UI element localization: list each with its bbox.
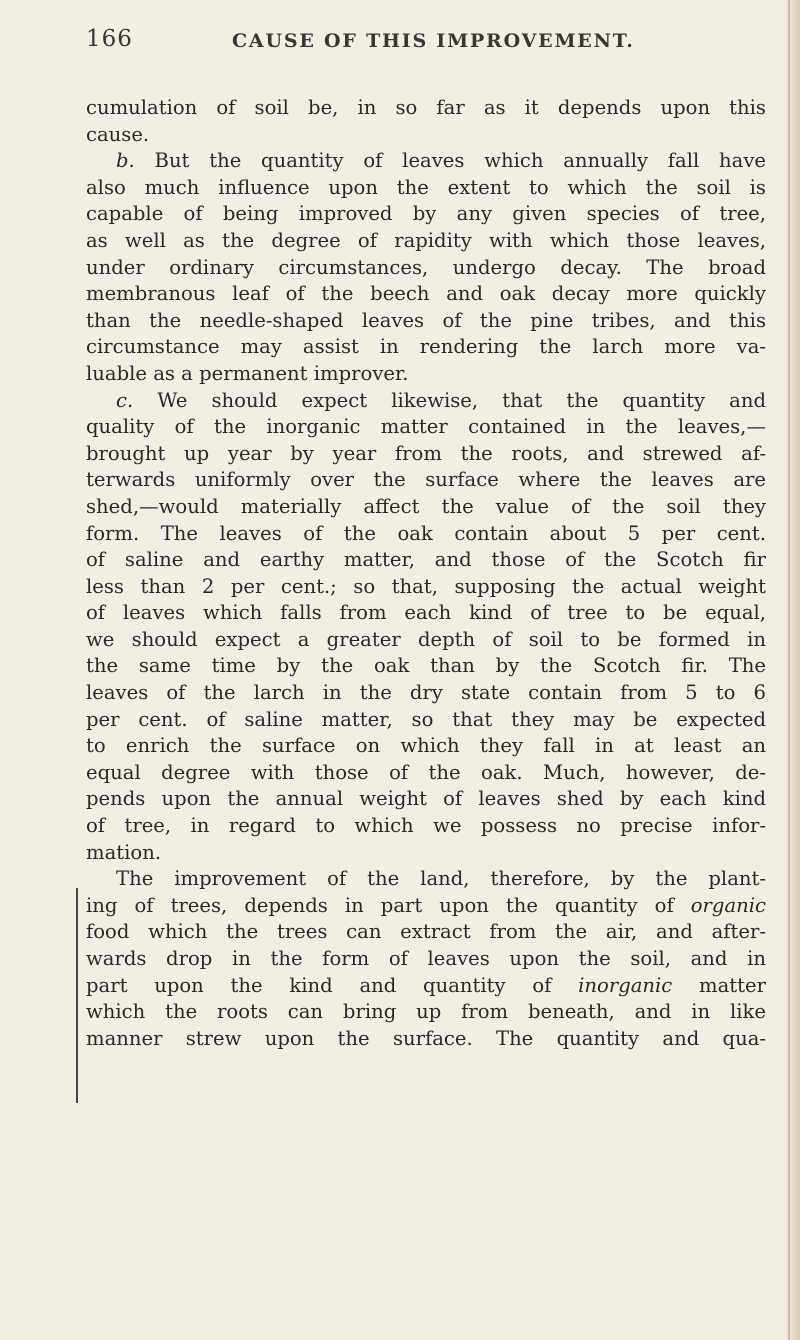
italic-text: c. [116,388,134,412]
text-segment: membranous leaf of the beech and oak decay more quickly [86,282,766,306]
text-line [86,201,766,228]
text-segment: per cent. of saline matter, so that they may be expected [86,707,766,731]
text-segment: of saline and earthy matter, and those of the Scotch fir [86,548,766,572]
text-line [86,388,766,415]
text-segment: of leaves which falls from each kind of tree to be equal, [86,601,766,625]
text-line [86,122,766,149]
text-line [86,414,766,441]
text-line [86,255,766,282]
text-line [86,627,766,654]
text-segment: which the roots can bring up from beneath, and in like [86,1000,766,1024]
italic-text: organic [690,893,766,917]
text-line [86,840,766,867]
text-line [86,334,766,361]
text-line [86,813,766,840]
text-line [86,919,766,946]
text-segment: cumulation of soil be, in so far as it depends upon this [86,96,766,119]
text-segment: pends upon the annual weight of leaves shed by each kind [86,787,766,811]
text-line [86,973,766,1000]
text-segment: food which the trees can extract from the air, and after- [86,920,766,944]
text-segment: luable as a permanent improver. [86,361,409,385]
text-line [86,308,766,335]
text-line [86,441,766,468]
text-segment: But the quantity of leaves which annually fall have [134,149,766,173]
text-line [86,680,766,707]
text-segment: manner strew upon the surface. The quantity and qua- [86,1026,766,1050]
italic-text: inorganic [578,973,673,997]
text-segment: part upon the kind and quantity of [86,973,579,997]
text-line [86,521,766,548]
text-segment: under ordinary circumstances, undergo decay. The broad [86,255,766,279]
body-text [86,95,766,1052]
text-segment: circumstance may assist in rendering the larch more va- [86,335,766,359]
text-line [86,228,766,255]
text-segment: than the needle-shaped leaves of the pine tribes, and this [86,308,766,332]
text-line [86,946,766,973]
running-head: CAUSE OF THIS IMPROVEMENT. [232,30,635,52]
text-line [86,1026,766,1053]
text-segment: form. The leaves of the oak contain about 5 per cent. [86,521,766,545]
text-segment: leaves of the larch in the dry state contain from 5 to 6 [86,681,766,705]
text-segment: the same time by the oak than by the Scotch fir. The [86,654,766,678]
text-line [86,786,766,813]
text-segment: equal degree with those of the oak. Much, however, de- [86,760,766,784]
text-line [86,600,766,627]
text-line [86,733,766,760]
text-segment: to enrich the surface on which they fall in at least an [86,734,766,758]
text-segment: we should expect a greater depth of soil to be formed in [86,627,766,651]
text-line [86,148,766,175]
text-line [86,95,766,122]
text-segment: as well as the degree of rapidity with which those leaves, [86,228,766,252]
page-edge-line [788,0,790,1340]
text-segment: brought up year by year from the roots, and strewed af- [86,441,766,465]
text-segment: matter [672,973,767,997]
text-segment: less than 2 per cent.; so that, supposing the actual weight [86,574,766,598]
text-line [86,361,766,388]
text-segment: mation. [86,840,162,864]
text-line [86,547,766,574]
page-number: 166 [86,26,133,52]
text-segment: ing of trees, depends in part upon the quantity of [86,893,691,917]
text-line [86,866,766,893]
text-line [86,281,766,308]
text-segment: quality of the inorganic matter contained in the leaves,— [86,415,766,439]
page-edge-shadow [782,0,800,1340]
text-segment: wards drop in the form of leaves upon the soil, and in [86,947,766,970]
text-line [86,653,766,680]
text-line [86,893,766,920]
text-segment: of tree, in regard to which we possess no precise infor- [86,814,766,838]
text-segment: terwards uniformly over the surface where the leaves are [86,468,766,492]
text-segment: cause. [86,122,150,146]
italic-text: b. [116,149,135,173]
text-line [86,760,766,787]
text-line [86,707,766,734]
text-line [86,999,766,1026]
page-header [86,26,766,60]
text-line [86,574,766,601]
text-segment: shed,—would materially affect the value of the soil they [86,494,766,518]
text-segment: capable of being improved by any given species of tree, [86,202,766,226]
text-segment: also much influence upon the extent to which the soil is [86,175,766,199]
margin-mark [76,888,78,1103]
text-segment: We should expect likewise, that the quantity and [133,388,766,412]
text-segment: The improvement of the land, therefore, by the plant- [116,867,766,891]
text-line [86,467,766,494]
text-line [86,494,766,521]
text-line [86,175,766,202]
